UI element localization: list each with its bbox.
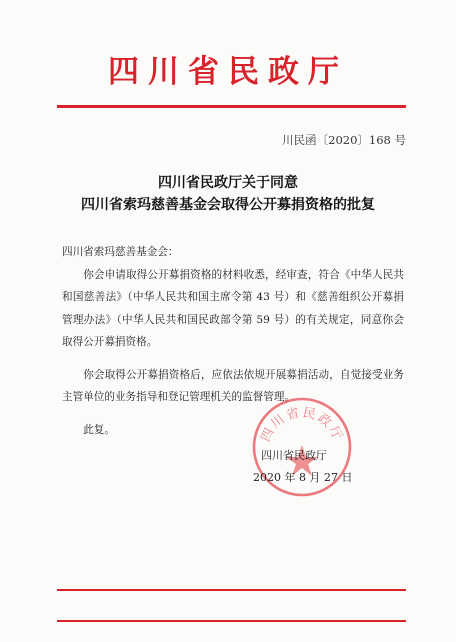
document-number: 川民函〔2020〕168 号 — [282, 133, 406, 147]
svg-text:四川省民政厅: 四川省民政厅 — [258, 405, 346, 445]
signature-date: 2020 年 8 月 27 日 — [253, 471, 353, 484]
footer-red-rule-bottom — [57, 620, 406, 622]
document-title — [0, 172, 456, 216]
closing-line: 此复。 — [83, 423, 115, 436]
signature-organization: 四川省民政厅 — [261, 449, 327, 462]
letterhead-title: 四川省民政厅 — [108, 54, 348, 90]
body-paragraph-1: 你会申请取得公开募捐资格的材料收悉，经审查，符合《中华人民共和国慈善法》（中华人民共和国主席令第 43 号）和《慈善组织公开募捐管理办法》（中华人民共和国民政部令第 59 号）的有关规定，同意你会取得公开募捐资格。 — [62, 268, 404, 348]
footer-red-rule-top — [57, 589, 406, 591]
letterhead-red-rule — [57, 105, 406, 108]
salutation: 四川省索玛慈善基金会： — [62, 246, 179, 258]
body-paragraph-2: 你会取得公开募捐资格后，应依法依规开展募捐活动，自觉接受业务主管单位的业务指导和登记管理机关的监督管理。 — [62, 368, 404, 403]
document-title-line-1: 四川省民政厅关于同意 — [158, 175, 298, 191]
document-title-line-2: 四川省索玛慈善基金会取得公开募捐资格的批复 — [81, 197, 375, 213]
signature-block — [253, 445, 373, 489]
